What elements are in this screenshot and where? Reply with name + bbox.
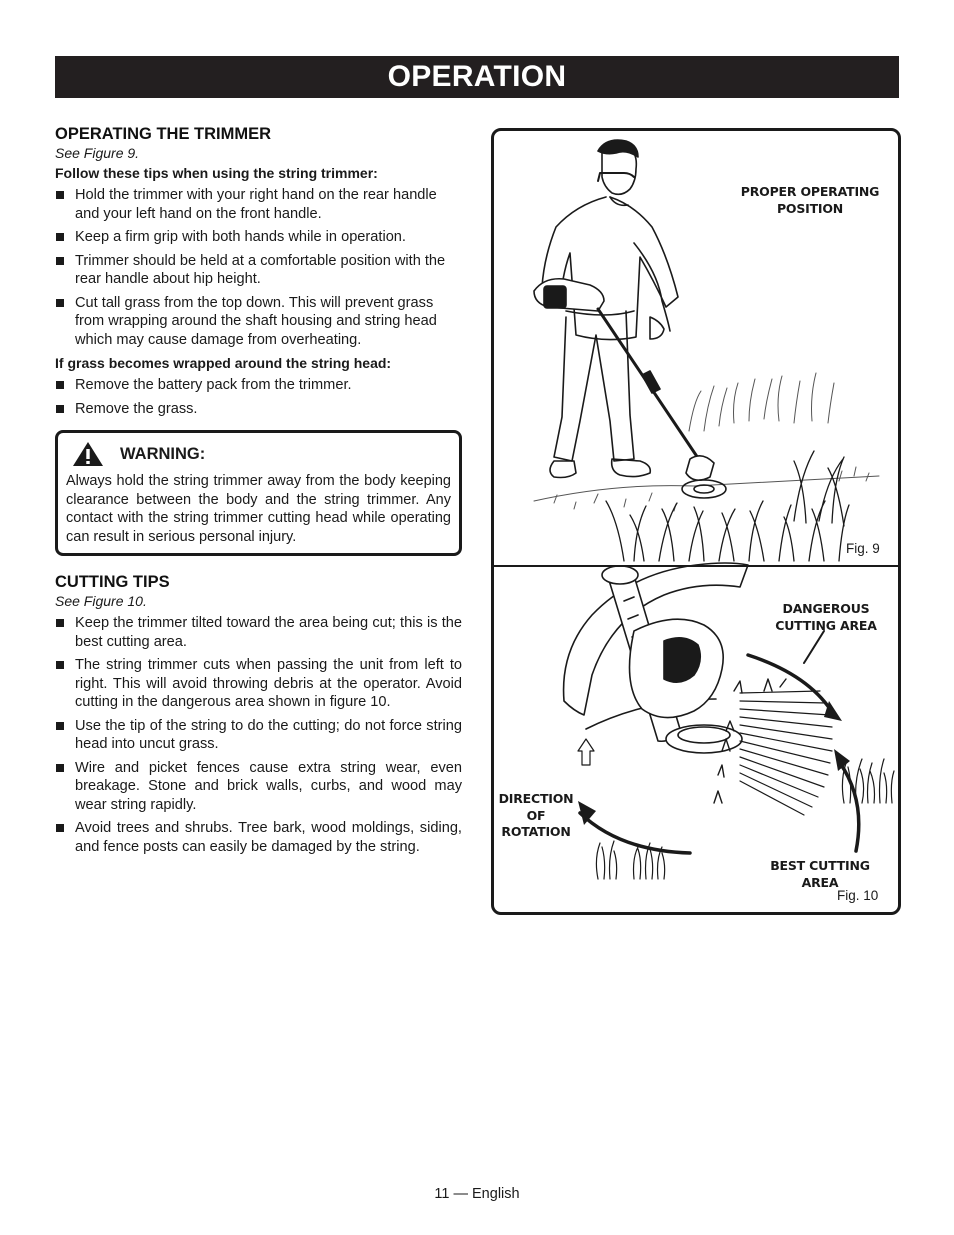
warning-text: Always hold the string trimmer away from the body keeping clearance between the body and the string trimmer. Any contact with the string trimmer cutting head while operating can result in serious personal injury. <box>66 473 451 545</box>
operating-heading: OPERATING THE TRIMMER <box>55 125 272 143</box>
list-item: Remove the grass. <box>55 400 462 419</box>
dangerous-area-label: DANGEROUS CUTTING AREA <box>775 601 877 633</box>
list-item: Remove the battery pack from the trimmer. <box>55 376 462 395</box>
page-footer: 11 — English <box>434 1186 520 1202</box>
warning-box <box>55 430 462 556</box>
operating-intro: Follow these tips when using the string trimmer: <box>55 165 378 181</box>
list-item: Hold the trimmer with your right hand on the rear handle and your left hand on the front handle. <box>55 186 462 223</box>
page-banner: OPERATION <box>55 56 899 98</box>
cutting-heading: CUTTING TIPS <box>55 573 170 591</box>
list-item: Wire and picket fences cause extra string wear, even breakage. Stone and brick walls, curbs, and wood may wear string rapidly. <box>55 759 462 815</box>
rotation-direction-label: DIRECTION OF ROTATION <box>498 791 574 839</box>
list-item: Keep the trimmer tilted toward the area being cut; this is the best cutting area. <box>55 614 462 651</box>
wrapped-list <box>55 376 462 418</box>
fig10-caption: Fig. 10 <box>837 888 879 903</box>
list-item: The string trimmer cuts when passing the unit from left to right. This will avoid throwing debris at the operator. Avoid cutting in the dangerous area shown in figure 10. <box>55 656 462 712</box>
warning-triangle-icon <box>72 441 104 467</box>
list-item: Keep a firm grip with both hands while in operation. <box>55 228 462 247</box>
warning-header <box>72 441 451 467</box>
operating-see-figure: See Figure 9. <box>55 145 140 161</box>
cutting-tips-list <box>55 614 462 856</box>
list-item: Trimmer should be held at a comfortable position with the rear handle about hip height. <box>55 252 462 289</box>
operating-tips-list <box>55 186 462 349</box>
figure-box <box>491 128 901 915</box>
wrapped-heading: If grass becomes wrapped around the string head: <box>55 355 392 371</box>
warning-title: WARNING: <box>120 444 206 463</box>
figure-divider <box>494 565 898 567</box>
list-item: Avoid trees and shrubs. Tree bark, wood moldings, siding, and fence posts can easily be damaged by the string. <box>55 819 462 856</box>
proper-position-label: PROPER OPERATING POSITION <box>740 184 880 216</box>
cutting-see-figure: See Figure 10. <box>55 593 147 609</box>
fig9-caption: Fig. 9 <box>846 541 880 556</box>
text-column <box>55 124 462 861</box>
best-area-label: BEST CUTTING AREA <box>770 858 870 890</box>
list-item: Use the tip of the string to do the cutting; do not force string head into uncut grass. <box>55 717 462 754</box>
list-item: Cut tall grass from the top down. This will prevent grass from wrapping around the shaft housing and string head which may cause damage from overheating. <box>55 294 462 350</box>
